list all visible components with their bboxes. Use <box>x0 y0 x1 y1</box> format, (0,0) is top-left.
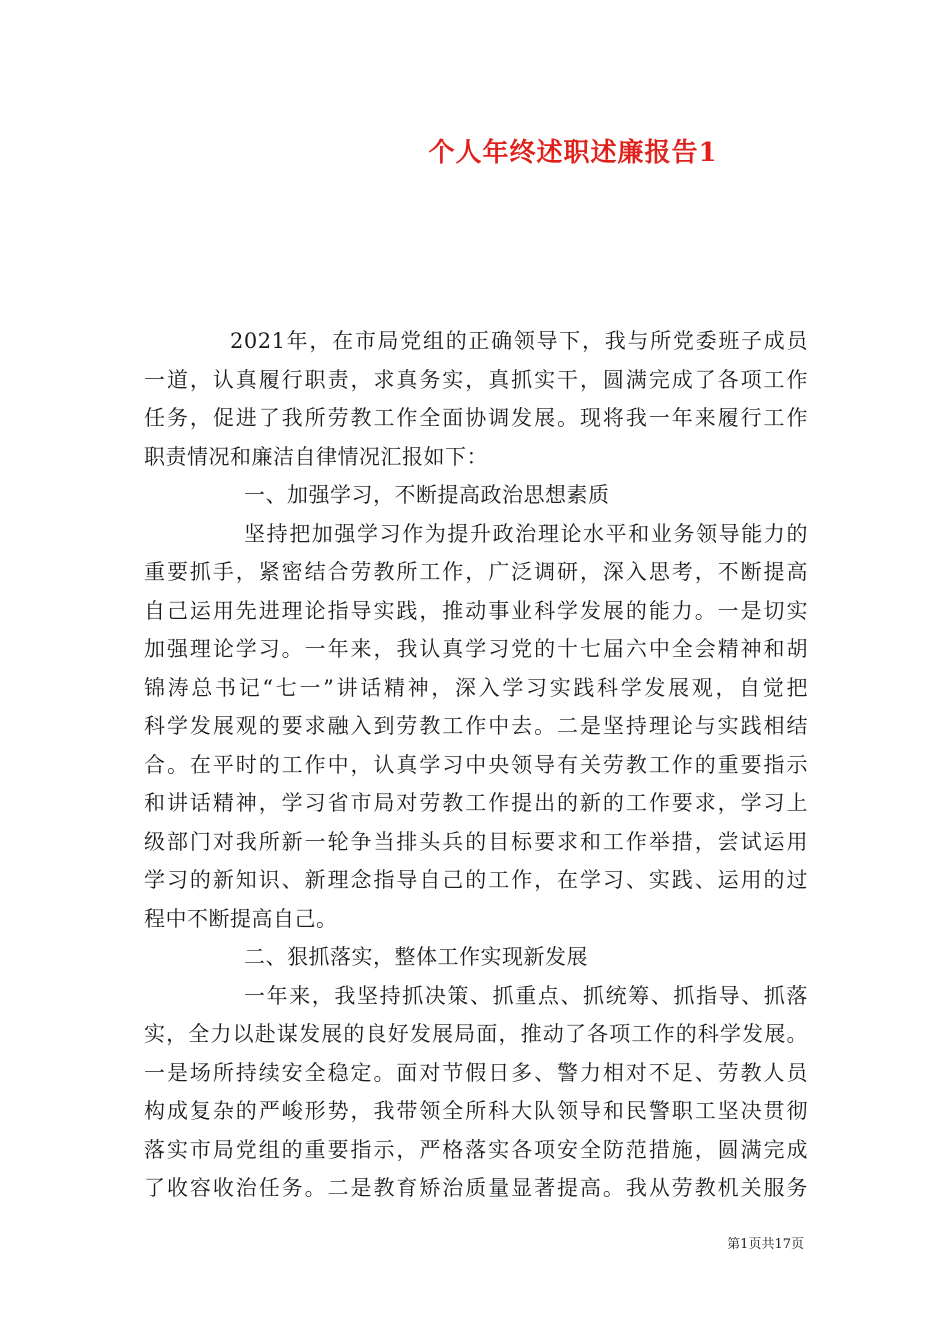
paragraph-line: 构成复杂的严峻形势，我带领全所科大队领导和民警职工坚决贯彻 <box>144 1099 808 1123</box>
paragraph-line: 了收容收治任务。二是教育矫治质量显著提高。我从劳教机关服务 <box>144 1176 808 1200</box>
paragraph-line: 加强理论学习。一年来，我认真学习党的十七届六中全会精神和胡 <box>144 637 808 661</box>
paragraph-line: 一是场所持续安全稳定。面对节假日多、警力相对不足、劳教人员 <box>144 1060 808 1085</box>
paragraph-line: 合。在平时的工作中，认真学习中央领导有关劳教工作的重要指示 <box>144 752 808 777</box>
paragraph-line: 重要抓手，紧密结合劳教所工作，广泛调研，深入思考，不断提高 <box>144 560 808 584</box>
paragraph-line: 锦涛总书记“七一”讲话精神，深入学习实践科学发展观，自觉把 <box>144 675 808 700</box>
paragraph-line: 职责情况和廉洁自律情况汇报如下： <box>144 444 488 469</box>
paragraph-line: 级部门对我所新一轮争当排头兵的目标要求和工作举措，尝试运用 <box>144 829 808 854</box>
paragraph-line: 一道，认真履行职责，求真务实，真抓实干，圆满完成了各项工作 <box>144 367 808 392</box>
paragraph-line: 学习的新知识、新理念指导自己的工作，在学习、实践、运用的过 <box>144 868 808 892</box>
paragraph-line: 程中不断提高自己。 <box>144 906 338 931</box>
section-heading: 二、狠抓落实，整体工作实现新发展 <box>244 945 588 969</box>
paragraph-line: 坚持把加强学习作为提升政治理论水平和业务领导能力的 <box>244 521 808 546</box>
paragraph-line: 落实市局党组的重要指示，严格落实各项安全防范措施，圆满完成 <box>144 1137 808 1162</box>
paragraph-line: 2021年，在市局党组的正确领导下，我与所党委班子成员 <box>230 329 808 353</box>
paragraph-line: 自己运用先进理论指导实践，推动事业科学发展的能力。一是切实 <box>144 598 808 623</box>
paragraph-line: 科学发展观的要求融入到劳教工作中去。二是坚持理论与实践相结 <box>144 714 808 738</box>
document-body <box>144 322 808 1208</box>
page-number: 第1页共17页 <box>727 1237 804 1252</box>
paragraph-line: 和讲话精神，学习省市局对劳教工作提出的新的工作要求，学习上 <box>144 791 808 815</box>
paragraph-line: 实，全力以赴谋发展的良好发展局面，推动了各项工作的科学发展。 <box>144 1022 808 1046</box>
section-heading: 一、加强学习，不断提高政治思想素质 <box>244 483 610 507</box>
paragraph-line: 一年来，我坚持抓决策、抓重点、抓统筹、抓指导、抓落 <box>244 983 808 1008</box>
paragraph-line: 任务，促进了我所劳教工作全面协调发展。现将我一年来履行工作 <box>144 406 808 430</box>
document-title: 个人年终述职述廉报告1 <box>428 138 718 168</box>
